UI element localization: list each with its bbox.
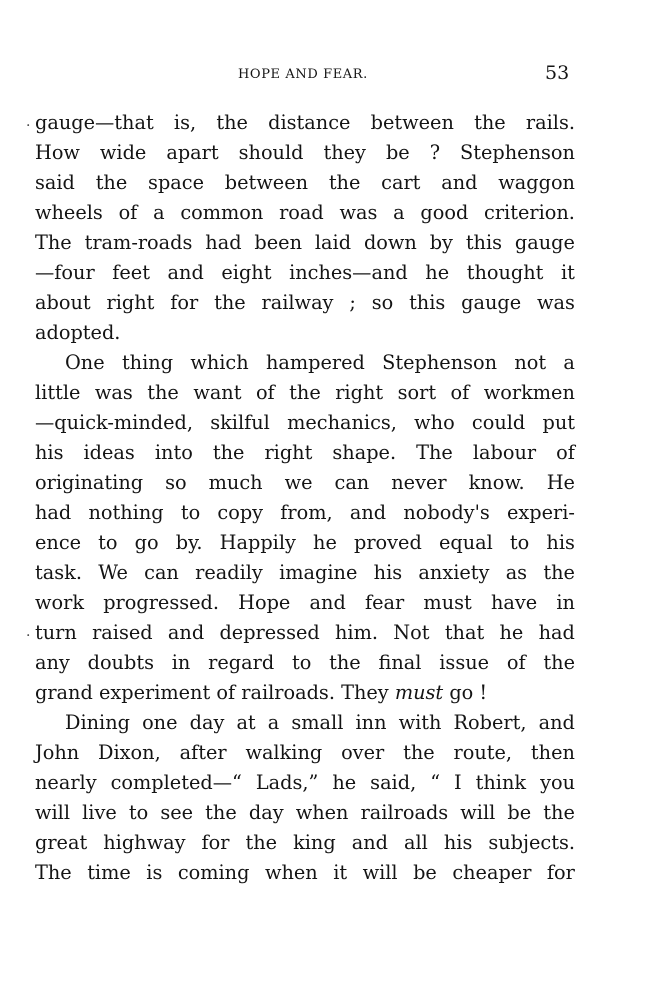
- word: coming: [177, 861, 250, 884]
- word: copy: [217, 501, 264, 524]
- word: was: [94, 381, 133, 404]
- line-text: [35, 228, 575, 258]
- word: want: [193, 381, 242, 404]
- text-line: [35, 198, 575, 228]
- text-line: [35, 468, 575, 498]
- word: the: [329, 651, 361, 674]
- text-line: [35, 318, 575, 348]
- text-line: [35, 288, 575, 318]
- line-text: [35, 108, 575, 138]
- word: we: [284, 471, 313, 494]
- line-text: [35, 198, 575, 228]
- word: think: [475, 771, 527, 794]
- word: Dixon,: [98, 741, 161, 764]
- line-text: grand experiment of railroads. They: [35, 681, 389, 704]
- text-line: [35, 498, 575, 528]
- word: down: [363, 231, 417, 254]
- word: should: [238, 141, 304, 164]
- word: of: [450, 381, 470, 404]
- word: and: [441, 171, 478, 194]
- word: day: [189, 711, 225, 734]
- line-text: [35, 378, 575, 408]
- word: labour: [472, 441, 537, 464]
- word: with: [398, 711, 442, 734]
- word: common: [180, 201, 264, 224]
- word: had: [538, 621, 575, 644]
- line-text: [35, 498, 575, 528]
- word: railway: [261, 291, 334, 314]
- word: for: [170, 291, 199, 314]
- word: cheaper: [452, 861, 532, 884]
- word: be: [507, 801, 532, 824]
- word: had: [205, 231, 242, 254]
- word: so: [371, 291, 394, 314]
- word: be: [385, 141, 410, 164]
- word: gauge: [514, 231, 575, 254]
- text-line: [35, 258, 575, 288]
- word: it: [333, 861, 348, 884]
- word: I: [454, 771, 462, 794]
- word: that: [444, 621, 485, 644]
- word: king: [293, 831, 336, 854]
- word: raised: [92, 621, 153, 644]
- text-line: [35, 438, 575, 468]
- text-line: [35, 378, 575, 408]
- word: to: [509, 531, 530, 554]
- word: which: [190, 351, 249, 374]
- word: him.: [335, 621, 379, 644]
- word: regard: [208, 651, 275, 674]
- line-text: [35, 618, 575, 648]
- word: gauge: [461, 291, 522, 314]
- line-text: [35, 738, 575, 768]
- word: not: [514, 351, 547, 374]
- word: thought: [466, 261, 544, 284]
- word: to: [128, 801, 149, 824]
- word: work: [35, 591, 85, 614]
- word: originating: [35, 471, 144, 494]
- word: and: [167, 621, 205, 644]
- line-text: [35, 138, 575, 168]
- word: right: [335, 381, 384, 404]
- word: feet: [112, 261, 150, 284]
- word: little: [35, 381, 81, 404]
- word: is,: [173, 111, 197, 134]
- word: —four: [35, 261, 95, 284]
- word: nothing: [88, 501, 164, 524]
- word: the: [403, 741, 435, 764]
- word: rails.: [525, 111, 575, 134]
- word: from,: [280, 501, 333, 524]
- word: small: [291, 711, 344, 734]
- word: shape.: [332, 441, 397, 464]
- word: by: [429, 231, 453, 254]
- word: in: [556, 591, 575, 614]
- word: inches—and: [289, 261, 408, 284]
- word: his: [546, 531, 575, 554]
- word: and: [309, 591, 346, 614]
- word: the: [289, 381, 321, 404]
- word: We: [98, 561, 128, 584]
- word: equal: [438, 531, 493, 554]
- word: for: [546, 861, 575, 884]
- word: in: [171, 651, 191, 674]
- word: road: [279, 201, 324, 224]
- word: and: [538, 711, 575, 734]
- word: nobody's: [403, 501, 490, 524]
- word: when: [295, 801, 349, 824]
- line-text: [35, 648, 575, 678]
- word: been: [254, 231, 303, 254]
- word: great: [35, 831, 88, 854]
- running-head: [0, 62, 651, 88]
- word: any: [35, 651, 70, 674]
- word: ?: [429, 141, 441, 164]
- word: all: [404, 831, 428, 854]
- word: Stephenson: [460, 141, 575, 164]
- word: this: [409, 291, 446, 314]
- word: eight: [221, 261, 272, 284]
- margin-dot: ·: [26, 628, 31, 644]
- word: right: [264, 441, 313, 464]
- word: experi-: [507, 501, 575, 524]
- word: walking: [245, 741, 323, 764]
- text-line: [35, 588, 575, 618]
- word: the: [205, 801, 237, 824]
- text-line: [35, 648, 575, 678]
- word: and: [351, 831, 388, 854]
- word: go: [134, 531, 159, 554]
- word: issue: [439, 651, 490, 674]
- word: task.: [35, 561, 82, 584]
- text-line: [35, 738, 575, 768]
- word: tram-roads: [84, 231, 193, 254]
- running-head-title: HOPE AND FEAR.: [238, 67, 368, 82]
- word: a: [393, 201, 405, 224]
- text-line: [35, 528, 575, 558]
- word: you: [540, 771, 575, 794]
- word: he: [425, 261, 450, 284]
- text-line: [35, 828, 575, 858]
- word: will: [362, 861, 398, 884]
- line-text: [35, 858, 575, 888]
- line-text: [35, 408, 575, 438]
- word: ideas: [83, 441, 135, 464]
- word: could: [471, 411, 526, 434]
- word: this: [465, 231, 503, 254]
- word: ;: [349, 291, 356, 314]
- line-text: [35, 588, 575, 618]
- word: thing: [121, 351, 174, 374]
- word: said,: [370, 771, 417, 794]
- word: wide: [99, 141, 147, 164]
- word: and: [167, 261, 204, 284]
- word: must: [423, 591, 472, 614]
- text-line: [35, 798, 575, 828]
- line-text: [35, 468, 575, 498]
- line-text: [35, 768, 575, 798]
- word: see: [160, 801, 194, 824]
- word: the: [212, 441, 245, 464]
- word: proved: [354, 531, 422, 554]
- margin-dot: ·: [26, 118, 31, 134]
- word: Happily: [219, 531, 296, 554]
- text-line: [35, 768, 575, 798]
- word: ence: [35, 531, 82, 554]
- line-text: adopted.: [35, 321, 121, 344]
- line-text: [35, 168, 575, 198]
- text-line: [35, 558, 575, 588]
- word: fear: [364, 591, 405, 614]
- word: the: [147, 381, 179, 404]
- word: nearly: [35, 771, 97, 794]
- text-line: [35, 708, 575, 738]
- word: One: [65, 351, 105, 374]
- word: about: [35, 291, 91, 314]
- text-line: [35, 138, 575, 168]
- word: The: [35, 861, 72, 884]
- word: at: [236, 711, 256, 734]
- word: readily: [195, 561, 263, 584]
- word: as: [505, 561, 528, 584]
- word: the: [216, 111, 248, 134]
- page-number: 53: [545, 62, 570, 84]
- word: then: [530, 741, 575, 764]
- text-line: [35, 168, 575, 198]
- word: waggon: [498, 171, 575, 194]
- word: one: [142, 711, 178, 734]
- word: much: [208, 471, 263, 494]
- word: to: [291, 651, 312, 674]
- word: depressed: [219, 621, 320, 644]
- word: so: [165, 471, 187, 494]
- word: and: [349, 501, 387, 524]
- word: route,: [453, 741, 513, 764]
- word: know.: [468, 471, 525, 494]
- word: who: [414, 411, 455, 434]
- word: Not: [393, 621, 430, 644]
- word: Lads,”: [255, 771, 319, 794]
- line-text: [35, 798, 575, 828]
- word: his: [373, 561, 403, 584]
- word: hampered: [265, 351, 365, 374]
- text-line: [35, 348, 575, 378]
- word: Stephenson: [382, 351, 498, 374]
- word: had: [35, 501, 72, 524]
- word: can: [144, 561, 179, 584]
- word: good: [420, 201, 469, 224]
- word: will: [460, 801, 496, 824]
- word: sort: [397, 381, 437, 404]
- word: time: [87, 861, 131, 884]
- line-text: [35, 258, 575, 288]
- word: gauge—that: [35, 111, 154, 134]
- word: imagine: [279, 561, 358, 584]
- word: the: [543, 651, 575, 674]
- word: it: [561, 261, 575, 284]
- word: The: [416, 441, 453, 464]
- line-text: [35, 288, 575, 318]
- word: to: [180, 501, 201, 524]
- word: can: [334, 471, 370, 494]
- word: of: [118, 201, 138, 224]
- text-line: [35, 678, 575, 708]
- word: skilful: [210, 411, 270, 434]
- word: highway: [103, 831, 186, 854]
- word: they: [323, 141, 366, 164]
- word: cart: [381, 171, 421, 194]
- word: a: [563, 351, 575, 374]
- word: criterion.: [484, 201, 575, 224]
- word: into: [154, 441, 193, 464]
- body-text: [35, 108, 575, 888]
- word: was: [339, 201, 378, 224]
- text-line: [35, 408, 575, 438]
- word: Robert,: [453, 711, 527, 734]
- line-text: [35, 828, 575, 858]
- word: between: [370, 111, 454, 134]
- word: distance: [268, 111, 351, 134]
- word: workmen: [483, 381, 575, 404]
- word: of: [255, 381, 275, 404]
- word: his: [35, 441, 64, 464]
- word: put: [542, 411, 575, 434]
- line-text: [65, 708, 575, 738]
- word: laid: [314, 231, 352, 254]
- word: to: [98, 531, 118, 554]
- word: Dining: [65, 711, 130, 734]
- word: the: [245, 831, 278, 854]
- word: inn: [355, 711, 387, 734]
- word: a: [153, 201, 165, 224]
- word: final: [378, 651, 422, 674]
- word: The: [35, 231, 72, 254]
- word: “: [430, 771, 441, 794]
- word: Hope: [238, 591, 291, 614]
- word: will: [35, 801, 71, 824]
- word: the: [95, 171, 128, 194]
- word: apart: [166, 141, 219, 164]
- word: the: [474, 111, 506, 134]
- word: day: [248, 801, 284, 824]
- word: the: [328, 171, 361, 194]
- word: have: [490, 591, 538, 614]
- text-line: [35, 108, 575, 138]
- word: space: [148, 171, 204, 194]
- word: by.: [175, 531, 203, 554]
- word: —quick-minded,: [35, 411, 193, 434]
- word: How: [35, 141, 80, 164]
- line-text: [35, 558, 575, 588]
- word: he: [332, 771, 357, 794]
- word: for: [201, 831, 230, 854]
- word: progressed.: [103, 591, 219, 614]
- word: over: [341, 741, 385, 764]
- line-text: go !: [449, 681, 488, 704]
- line-text: [35, 528, 575, 558]
- word: turn: [35, 621, 77, 644]
- word: railroads: [360, 801, 449, 824]
- word: when: [264, 861, 318, 884]
- word: be: [413, 861, 437, 884]
- word: of: [556, 441, 575, 464]
- word: anxiety: [418, 561, 490, 584]
- word: a: [267, 711, 280, 734]
- word: mechanics,: [287, 411, 397, 434]
- word: after: [179, 741, 227, 764]
- word: he: [499, 621, 524, 644]
- word: was: [537, 291, 575, 314]
- word: is: [146, 861, 163, 884]
- line-text: [65, 348, 575, 378]
- word: the: [543, 801, 575, 824]
- text-line: [35, 618, 575, 648]
- word: right: [106, 291, 155, 314]
- word: he: [313, 531, 337, 554]
- word: wheels: [35, 201, 103, 224]
- word: subjects.: [488, 831, 575, 854]
- word: said: [35, 171, 75, 194]
- word: live: [82, 801, 117, 824]
- word: of: [506, 651, 526, 674]
- word: his: [443, 831, 473, 854]
- word: He: [546, 471, 575, 494]
- word: between: [224, 171, 309, 194]
- word: John: [35, 741, 80, 764]
- text-line: [35, 228, 575, 258]
- word: doubts: [87, 651, 154, 674]
- word: the: [214, 291, 246, 314]
- word: never: [391, 471, 447, 494]
- italic-emphasis: must: [394, 681, 444, 704]
- word: the: [543, 561, 575, 584]
- text-line: [35, 858, 575, 888]
- line-text: [35, 438, 575, 468]
- word: completed—“: [110, 771, 242, 794]
